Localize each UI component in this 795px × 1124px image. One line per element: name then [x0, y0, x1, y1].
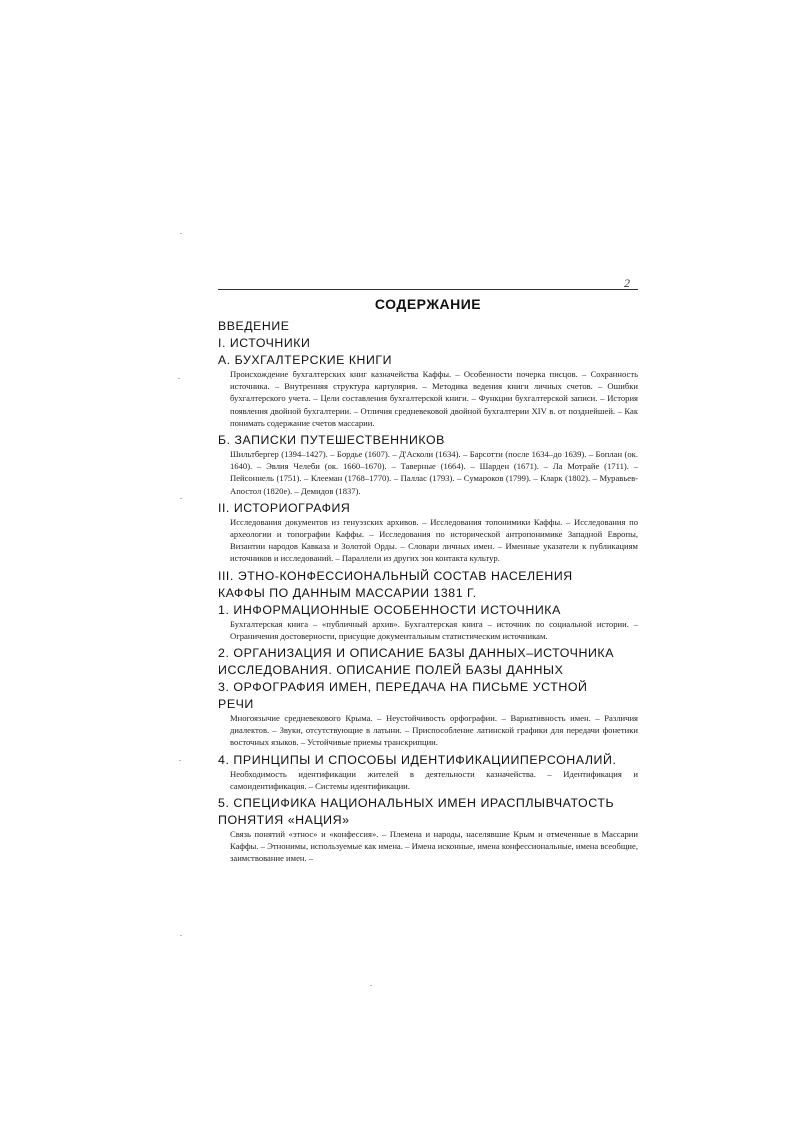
toc-heading: I. ИСТОЧНИКИ [218, 336, 311, 350]
toc-heading: 2. ОРГАНИЗАЦИЯ И ОПИСАНИЕ БАЗЫ ДАННЫХ–ИСТОЧНИКА [218, 646, 615, 661]
toc-entry-travel-notes [218, 432, 638, 497]
page-number: 2 [624, 276, 630, 290]
toc-entry-information-features [218, 602, 638, 642]
toc-heading-continued: РЕЧИ [218, 697, 254, 712]
toc-heading-continued: ПОНЯТИЯ «НАЦИЯ» [218, 813, 350, 828]
toc-heading: 4. ПРИНЦИПЫ И СПОСОБЫ ИДЕНТИФИКАЦИИПЕРСОНАЛИЙ. [218, 752, 617, 767]
toc-description: Бухгалтерская книга – «публичный архив». Бухгалтерская книга – источник по социальной истории. – Ограничения достоверности, присущие документальным статистическим источникам. [230, 618, 638, 641]
toc-entry-ethno-confessional [218, 568, 638, 601]
toc-heading: Б. ЗАПИСКИ ПУТЕШЕСТВЕННИКОВ [218, 433, 445, 448]
toc-entry-introduction [218, 318, 638, 334]
toc-heading: А. БУХГАЛТЕРСКИЕ КНИГИ [218, 353, 392, 367]
toc-description: Происхождение бухгалтерских книг казначейства Каффы. – Особенности почерка писцов. – Сохранность источника. – Внутренняя структура картулярия. – Методика ведения книги личных счетов. – Ошибки бухгалтерского учета. – Цели составления бухгалтерской книги. – Функции бухгалтерской записи. – История появления двойной бухгалтерии. – Отличия средневековой двойной бухгалтерии XIV в. от позднейшей. – Как понимать содержание счетов массарии. [230, 369, 638, 428]
toc-heading: 3. ОРФОГРАФИЯ ИМЕН, ПЕРЕДАЧА НА ПИСЬМЕ УСТНОЙ [218, 680, 588, 695]
toc-entry-identification [218, 752, 638, 792]
scan-speck [180, 498, 182, 499]
toc-entry-database [218, 645, 638, 678]
toc-description: Многоязычие средневекового Крыма. – Неустойчивость орфографии. – Вариативность имен. – Различия диалектов. – Звуки, отсутствующие в латыни. – Приспособление латинской графики для передачи фонетики восточных языков. – Устойчивые приемы транскрипции. [230, 713, 638, 748]
toc-entry-national-names [218, 795, 638, 865]
toc-entry-sources [218, 335, 638, 351]
page-title: СОДЕРЖАНИЕ [374, 296, 482, 312]
toc-description: Исследования документов из генуэзских архивов. – Исследования топонимики Каффы. – Исследования по археологии и топографии Каффы. – Исследования по исторической антропонимике Западной Европы, Византии народов Кавказа и Золотой Орды. – Словари личных имен. – Именные указатели к публикациям источников и исследований. – Параллели из других зон контакта культур. [230, 516, 638, 564]
scan-speck [178, 378, 180, 379]
scan-speck [180, 233, 182, 234]
toc-entry-historiography [218, 500, 638, 565]
toc-entry-account-books [218, 352, 638, 429]
scan-speck [370, 985, 372, 986]
toc-heading-continued: КАФФЫ ПО ДАННЫМ МАССАРИИ 1381 Г. [218, 585, 477, 600]
toc-description: Шильтбергер (1394–1427). – Бордье (1607). – Д'Асколи (1634). – Барсотти (после 1634–до 1639). – Боплан (ок. 1640). – Эвлия Челеби (ок. 1660–1670). – Таверные (1664). – Шарден (1671). – Ла Мотрайе (1711). – Пейсоннель (1751). – Клееман (1768–1770). – Паллас (1793). – Сумароков (1799). – Кларк (1802). – Муравьев-Апостол (1820е). – Демидов (1837). [230, 449, 638, 496]
scan-speck [180, 935, 182, 936]
toc-heading-continued: ИССЛЕДОВАНИЯ. ОПИСАНИЕ ПОЛЕЙ БАЗЫ ДАННЫХ [218, 663, 564, 678]
toc-heading: 1. ИНФОРМАЦИОННЫЕ ОСОБЕННОСТИ ИСТОЧНИКА [218, 602, 561, 617]
scan-speck [179, 760, 181, 761]
toc-heading: ВВЕДЕНИЕ [218, 319, 290, 333]
toc-heading: III. ЭТНО-КОНФЕССИОНАЛЬНЫЙ СОСТАВ НАСЕЛЕНИЯ [218, 568, 573, 583]
table-of-contents [218, 317, 638, 868]
toc-description: Необходимость идентификации жителей в деятельности казначейства. – Идентификация и самоидентификация. – Системы идентификации. [230, 768, 638, 791]
toc-description: Связь понятий «этнос» и «конфессия». – Племена и народы, населявшие Крым и отмеченные в Массарии Каффы. – Этнонимы, используемые как имена. – Имена исконные, имена конфессиональные, имена всеобщие, заимствование имен. – [230, 829, 638, 864]
toc-heading: II. ИСТОРИОГРАФИЯ [218, 500, 351, 515]
header-rule [218, 289, 638, 290]
toc-heading: 5. СПЕЦИФИКА НАЦИОНАЛЬНЫХ ИМЕН ИРАСПЛЫВЧАТОСТЬ [218, 796, 615, 811]
toc-entry-orthography [218, 679, 638, 749]
